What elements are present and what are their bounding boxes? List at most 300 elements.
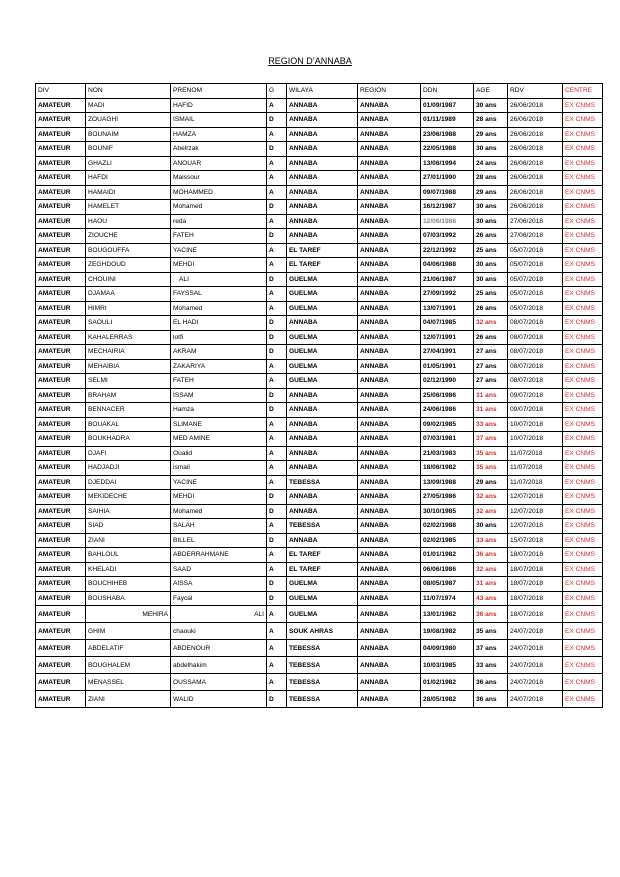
cell-div: AMATEUR <box>36 490 86 505</box>
cell-prenom: ALI <box>171 606 267 623</box>
cell-region: ANNABA <box>358 229 421 244</box>
table-row <box>36 258 603 273</box>
cell-region: ANNABA <box>358 475 421 490</box>
cell-ddn: 04/09/1980 <box>421 640 474 657</box>
cell-non: BRAHAM <box>86 388 171 403</box>
cell-region: ANNABA <box>358 533 421 548</box>
cell-div: AMATEUR <box>36 562 86 577</box>
cell-non: BOUGHALEM <box>86 657 171 674</box>
cell-div: AMATEUR <box>36 185 86 200</box>
cell-region: ANNABA <box>358 113 421 128</box>
cell-region: ANNABA <box>358 388 421 403</box>
cell-non: MECHAIRIA <box>86 345 171 360</box>
cell-ddn: 12/06/1988 <box>421 214 474 229</box>
cell-age: 27 ans <box>474 345 508 360</box>
cell-rdv: 18/07/2018 <box>508 591 563 606</box>
cell-wilaya: ANNABA <box>287 446 358 461</box>
cell-div: AMATEUR <box>36 258 86 273</box>
cell-wilaya: ANNABA <box>287 316 358 331</box>
cell-prenom: ANOUAR <box>171 156 267 171</box>
cell-non: BOUKHADRA <box>86 432 171 447</box>
cell-non: GHAZLI <box>86 156 171 171</box>
cell-ddn: 13/06/1994 <box>421 156 474 171</box>
cell-region: ANNABA <box>358 577 421 592</box>
cell-non: KAHALERRAS <box>86 330 171 345</box>
cell-div: AMATEUR <box>36 591 86 606</box>
cell-prenom: MED AMINE <box>171 432 267 447</box>
cell-centre: EX CNMS <box>563 113 603 128</box>
cell-centre: EX CNMS <box>563 142 603 157</box>
cell-non: HADJADJI <box>86 461 171 476</box>
cell-age: 31 ans <box>474 388 508 403</box>
cell-centre: EX CNMS <box>563 417 603 432</box>
cell-rdv: 12/07/2018 <box>508 519 563 534</box>
cell-ddn: 01/01/1982 <box>421 548 474 563</box>
cell-region: ANNABA <box>358 98 421 113</box>
cell-centre: EX CNMS <box>563 691 603 708</box>
cell-age: 30 ans <box>474 214 508 229</box>
cell-centre: EX CNMS <box>563 171 603 186</box>
cell-centre: EX CNMS <box>563 446 603 461</box>
cell-wilaya: GUELMA <box>287 330 358 345</box>
cell-region: ANNABA <box>358 490 421 505</box>
cell-non: BAHLOUL <box>86 548 171 563</box>
table-row <box>36 548 603 563</box>
cell-ddn: 09/07/1988 <box>421 185 474 200</box>
cell-div: AMATEUR <box>36 388 86 403</box>
cell-non: HAFDI <box>86 171 171 186</box>
table-row <box>36 388 603 403</box>
cell-wilaya: ANNABA <box>287 432 358 447</box>
cell-div: AMATEUR <box>36 316 86 331</box>
cell-centre: EX CNMS <box>563 156 603 171</box>
cell-div: AMATEUR <box>36 475 86 490</box>
cell-centre: EX CNMS <box>563 272 603 287</box>
cell-rdv: 24/07/2018 <box>508 691 563 708</box>
col-header-ddn: DDN <box>421 84 474 99</box>
table-row <box>36 446 603 461</box>
cell-age: 35 ans <box>474 623 508 640</box>
cell-g: A <box>267 214 287 229</box>
cell-centre: EX CNMS <box>563 657 603 674</box>
cell-rdv: 27/06/2018 <box>508 229 563 244</box>
table-row <box>36 577 603 592</box>
cell-non: BOUSHABA <box>86 591 171 606</box>
cell-non: BOUGOUFFA <box>86 243 171 258</box>
cell-centre: EX CNMS <box>563 374 603 389</box>
col-header-div: DIV <box>36 84 86 99</box>
cell-age: 26 ans <box>474 330 508 345</box>
cell-non: MADI <box>86 98 171 113</box>
cell-g: A <box>267 461 287 476</box>
cell-ddn: 07/03/1981 <box>421 432 474 447</box>
cell-rdv: 24/07/2018 <box>508 623 563 640</box>
cell-ddn: 16/12/1987 <box>421 200 474 215</box>
cell-age: 28 ans <box>474 171 508 186</box>
cell-age: 30 ans <box>474 258 508 273</box>
cell-age: 27 ans <box>474 374 508 389</box>
table-row <box>36 519 603 534</box>
cell-prenom: ABDENOUR <box>171 640 267 657</box>
cell-rdv: 26/06/2018 <box>508 142 563 157</box>
cell-g: A <box>267 127 287 142</box>
cell-prenom: Hamza <box>171 403 267 418</box>
cell-ddn: 06/06/1986 <box>421 562 474 577</box>
cell-region: ANNABA <box>358 243 421 258</box>
cell-prenom: abdelhakim <box>171 657 267 674</box>
cell-rdv: 11/07/2018 <box>508 475 563 490</box>
cell-non: GHIM <box>86 623 171 640</box>
cell-age: 33 ans <box>474 417 508 432</box>
cell-g: A <box>267 674 287 691</box>
cell-non: SAIHIA <box>86 504 171 519</box>
table-row <box>36 243 603 258</box>
table-row <box>36 461 603 476</box>
cell-prenom: ABDERRAHMANE <box>171 548 267 563</box>
cell-div: AMATEUR <box>36 533 86 548</box>
cell-rdv: 10/07/2018 <box>508 432 563 447</box>
cell-wilaya: TEBESSA <box>287 691 358 708</box>
table-row <box>36 475 603 490</box>
cell-non: SAOULI <box>86 316 171 331</box>
table-row <box>36 504 603 519</box>
cell-g: A <box>267 243 287 258</box>
cell-wilaya: ANNABA <box>287 98 358 113</box>
cell-centre: EX CNMS <box>563 504 603 519</box>
cell-region: ANNABA <box>358 519 421 534</box>
cell-wilaya: GUELMA <box>287 301 358 316</box>
cell-div: AMATEUR <box>36 330 86 345</box>
cell-centre: EX CNMS <box>563 432 603 447</box>
cell-centre: EX CNMS <box>563 623 603 640</box>
cell-centre: EX CNMS <box>563 258 603 273</box>
cell-non: HAMELET <box>86 200 171 215</box>
table-row <box>36 316 603 331</box>
cell-div: AMATEUR <box>36 287 86 302</box>
cell-rdv: 26/06/2018 <box>508 200 563 215</box>
table-row <box>36 490 603 505</box>
cell-g: A <box>267 287 287 302</box>
cell-div: AMATEUR <box>36 243 86 258</box>
cell-region: ANNABA <box>358 446 421 461</box>
cell-wilaya: ANNABA <box>287 461 358 476</box>
col-header-wilaya: WILAYA <box>287 84 358 99</box>
cell-rdv: 15/07/2018 <box>508 533 563 548</box>
cell-g: A <box>267 156 287 171</box>
cell-rdv: 27/06/2018 <box>508 214 563 229</box>
cell-div: AMATEUR <box>36 98 86 113</box>
cell-age: 33 ans <box>474 533 508 548</box>
table-row <box>36 606 603 623</box>
cell-ddn: 13/07/1991 <box>421 301 474 316</box>
cell-prenom: Maissour <box>171 171 267 186</box>
cell-region: ANNABA <box>358 403 421 418</box>
cell-prenom: Abelrzak <box>171 142 267 157</box>
cell-centre: EX CNMS <box>563 490 603 505</box>
cell-div: AMATEUR <box>36 214 86 229</box>
cell-rdv: 08/07/2018 <box>508 345 563 360</box>
cell-prenom: ZAKARIYA <box>171 359 267 374</box>
cell-rdv: 09/07/2018 <box>508 403 563 418</box>
cell-rdv: 26/06/2018 <box>508 98 563 113</box>
cell-prenom: AISSA <box>171 577 267 592</box>
cell-div: AMATEUR <box>36 171 86 186</box>
cell-g: A <box>267 475 287 490</box>
cell-non: BENNACER <box>86 403 171 418</box>
cell-wilaya: TEBESSA <box>287 519 358 534</box>
cell-g: A <box>267 446 287 461</box>
cell-wilaya: ANNABA <box>287 417 358 432</box>
cell-region: ANNABA <box>358 287 421 302</box>
cell-rdv: 24/07/2018 <box>508 657 563 674</box>
cell-non: CHOUINI <box>86 272 171 287</box>
cell-ddn: 01/05/1991 <box>421 359 474 374</box>
cell-age: 25 ans <box>474 243 508 258</box>
cell-age: 29 ans <box>474 185 508 200</box>
cell-wilaya: ANNABA <box>287 156 358 171</box>
cell-prenom: SAAD <box>171 562 267 577</box>
cell-region: ANNABA <box>358 127 421 142</box>
cell-g: D <box>267 504 287 519</box>
cell-ddn: 25/06/1986 <box>421 388 474 403</box>
cell-g: D <box>267 577 287 592</box>
cell-age: 36 ans <box>474 691 508 708</box>
cell-prenom: ISSAM <box>171 388 267 403</box>
cell-ddn: 12/07/1991 <box>421 330 474 345</box>
cell-age: 36 ans <box>474 674 508 691</box>
cell-g: A <box>267 359 287 374</box>
cell-g: A <box>267 258 287 273</box>
cell-rdv: 08/07/2018 <box>508 359 563 374</box>
cell-region: ANNABA <box>358 640 421 657</box>
cell-non: MEKIDECHE <box>86 490 171 505</box>
cell-div: AMATEUR <box>36 640 86 657</box>
cell-centre: EX CNMS <box>563 359 603 374</box>
cell-ddn: 04/06/1988 <box>421 258 474 273</box>
col-header-g: G <box>267 84 287 99</box>
table-row <box>36 417 603 432</box>
cell-prenom: lotfi <box>171 330 267 345</box>
cell-region: ANNABA <box>358 591 421 606</box>
cell-wilaya: ANNABA <box>287 113 358 128</box>
cell-div: AMATEUR <box>36 403 86 418</box>
cell-region: ANNABA <box>358 316 421 331</box>
cell-centre: EX CNMS <box>563 533 603 548</box>
table-row <box>36 640 603 657</box>
cell-g: A <box>267 374 287 389</box>
cell-region: ANNABA <box>358 548 421 563</box>
cell-wilaya: ANNABA <box>287 171 358 186</box>
cell-div: AMATEUR <box>36 446 86 461</box>
cell-div: AMATEUR <box>36 142 86 157</box>
cell-centre: EX CNMS <box>563 591 603 606</box>
cell-div: AMATEUR <box>36 229 86 244</box>
cell-wilaya: TEBESSA <box>287 640 358 657</box>
cell-non: KHELADI <box>86 562 171 577</box>
cell-rdv: 26/06/2018 <box>508 171 563 186</box>
cell-age: 37 ans <box>474 640 508 657</box>
table-row <box>36 214 603 229</box>
cell-age: 35 ans <box>474 446 508 461</box>
cell-wilaya: ANNABA <box>287 214 358 229</box>
cell-centre: EX CNMS <box>563 674 603 691</box>
col-header-age: AGE <box>474 84 508 99</box>
cell-prenom: FAYSSAL <box>171 287 267 302</box>
cell-age: 36 ans <box>474 548 508 563</box>
cell-age: 27 ans <box>474 359 508 374</box>
cell-rdv: 18/07/2018 <box>508 562 563 577</box>
cell-g: D <box>267 490 287 505</box>
cell-non: ZIANI <box>86 691 171 708</box>
cell-age: 32 ans <box>474 504 508 519</box>
cell-div: AMATEUR <box>36 127 86 142</box>
cell-div: AMATEUR <box>36 577 86 592</box>
cell-wilaya: TEBESSA <box>287 674 358 691</box>
table-row <box>36 533 603 548</box>
cell-region: ANNABA <box>358 345 421 360</box>
cell-g: D <box>267 691 287 708</box>
cell-prenom: SALAH <box>171 519 267 534</box>
cell-g: A <box>267 519 287 534</box>
cell-ddn: 02/12/1990 <box>421 374 474 389</box>
cell-div: AMATEUR <box>36 156 86 171</box>
cell-centre: EX CNMS <box>563 640 603 657</box>
cell-prenom: SLIMANE <box>171 417 267 432</box>
cell-centre: EX CNMS <box>563 345 603 360</box>
cell-centre: EX CNMS <box>563 519 603 534</box>
cell-wilaya: GUELMA <box>287 606 358 623</box>
cell-age: 33 ans <box>474 657 508 674</box>
table-row <box>36 301 603 316</box>
table-row <box>36 345 603 360</box>
cell-wilaya: EL TAREF <box>287 548 358 563</box>
table-header-row <box>36 84 603 99</box>
cell-region: ANNABA <box>358 200 421 215</box>
cell-region: ANNABA <box>358 657 421 674</box>
cell-wilaya: ANNABA <box>287 490 358 505</box>
table-row <box>36 229 603 244</box>
table-row <box>36 200 603 215</box>
table-row <box>36 657 603 674</box>
cell-prenom: FATEH <box>171 374 267 389</box>
cell-div: AMATEUR <box>36 674 86 691</box>
cell-rdv: 05/07/2018 <box>508 243 563 258</box>
cell-age: 31 ans <box>474 577 508 592</box>
cell-ddn: 21/03/1983 <box>421 446 474 461</box>
table-row <box>36 113 603 128</box>
cell-centre: EX CNMS <box>563 388 603 403</box>
cell-ddn: 04/07/1985 <box>421 316 474 331</box>
cell-rdv: 05/07/2018 <box>508 287 563 302</box>
cell-centre: EX CNMS <box>563 98 603 113</box>
cell-rdv: 24/07/2018 <box>508 674 563 691</box>
cell-age: 31 ans <box>474 403 508 418</box>
table-row <box>36 403 603 418</box>
table-row <box>36 359 603 374</box>
cell-div: AMATEUR <box>36 272 86 287</box>
table-body <box>36 98 603 708</box>
cell-rdv: 18/07/2018 <box>508 606 563 623</box>
players-table <box>35 83 603 708</box>
cell-wilaya: TEBESSA <box>287 475 358 490</box>
cell-div: AMATEUR <box>36 691 86 708</box>
cell-age: 24 ans <box>474 156 508 171</box>
cell-age: 25 ans <box>474 287 508 302</box>
cell-age: 32 ans <box>474 562 508 577</box>
cell-non: BOUAKAL <box>86 417 171 432</box>
cell-rdv: 26/06/2018 <box>508 127 563 142</box>
cell-g: A <box>267 640 287 657</box>
cell-ddn: 10/03/1985 <box>421 657 474 674</box>
cell-ddn: 27/04/1991 <box>421 345 474 360</box>
cell-g: D <box>267 272 287 287</box>
cell-wilaya: ANNABA <box>287 127 358 142</box>
cell-ddn: 02/02/1985 <box>421 533 474 548</box>
cell-prenom: MOHAMMED <box>171 185 267 200</box>
table-row <box>36 691 603 708</box>
cell-rdv: 09/07/2018 <box>508 388 563 403</box>
cell-rdv: 26/06/2018 <box>508 185 563 200</box>
cell-region: ANNABA <box>358 301 421 316</box>
table-row <box>36 98 603 113</box>
cell-age: 35 ans <box>474 461 508 476</box>
cell-age: 30 ans <box>474 98 508 113</box>
cell-age: 30 ans <box>474 272 508 287</box>
cell-ddn: 01/11/1989 <box>421 113 474 128</box>
table-row <box>36 374 603 389</box>
cell-div: AMATEUR <box>36 345 86 360</box>
cell-region: ANNABA <box>358 504 421 519</box>
cell-prenom: EL HADI <box>171 316 267 331</box>
cell-non: DJAFI <box>86 446 171 461</box>
cell-div: AMATEUR <box>36 623 86 640</box>
cell-non: ZIOUCHE <box>86 229 171 244</box>
cell-region: ANNABA <box>358 691 421 708</box>
cell-centre: EX CNMS <box>563 548 603 563</box>
cell-rdv: 05/07/2018 <box>508 258 563 273</box>
cell-rdv: 18/07/2018 <box>508 548 563 563</box>
cell-non: MENASSEL <box>86 674 171 691</box>
cell-prenom: Faycal <box>171 591 267 606</box>
cell-div: AMATEUR <box>36 606 86 623</box>
table-row <box>36 432 603 447</box>
cell-wilaya: ANNABA <box>287 200 358 215</box>
cell-centre: EX CNMS <box>563 316 603 331</box>
cell-ddn: 18/06/1982 <box>421 461 474 476</box>
table-row <box>36 156 603 171</box>
cell-non: BOUNAIM <box>86 127 171 142</box>
cell-ddn: 19/08/1982 <box>421 623 474 640</box>
cell-non: ZOUAGHI <box>86 113 171 128</box>
cell-wilaya: ANNABA <box>287 229 358 244</box>
cell-centre: EX CNMS <box>563 330 603 345</box>
cell-non: HAMAIDI <box>86 185 171 200</box>
cell-g: A <box>267 301 287 316</box>
cell-prenom: chaouki <box>171 623 267 640</box>
cell-prenom: WALID <box>171 691 267 708</box>
cell-prenom: ISMAIL <box>171 113 267 128</box>
cell-non: DJAMAA <box>86 287 171 302</box>
cell-wilaya: EL TAREF <box>287 562 358 577</box>
cell-age: 32 ans <box>474 316 508 331</box>
cell-prenom: YACINE <box>171 243 267 258</box>
cell-non: SELMI <box>86 374 171 389</box>
cell-rdv: 05/07/2018 <box>508 272 563 287</box>
cell-non: MEHIRA <box>86 606 171 623</box>
col-header-rdv: RDV <box>508 84 563 99</box>
table-row <box>36 185 603 200</box>
cell-ddn: 07/03/1992 <box>421 229 474 244</box>
